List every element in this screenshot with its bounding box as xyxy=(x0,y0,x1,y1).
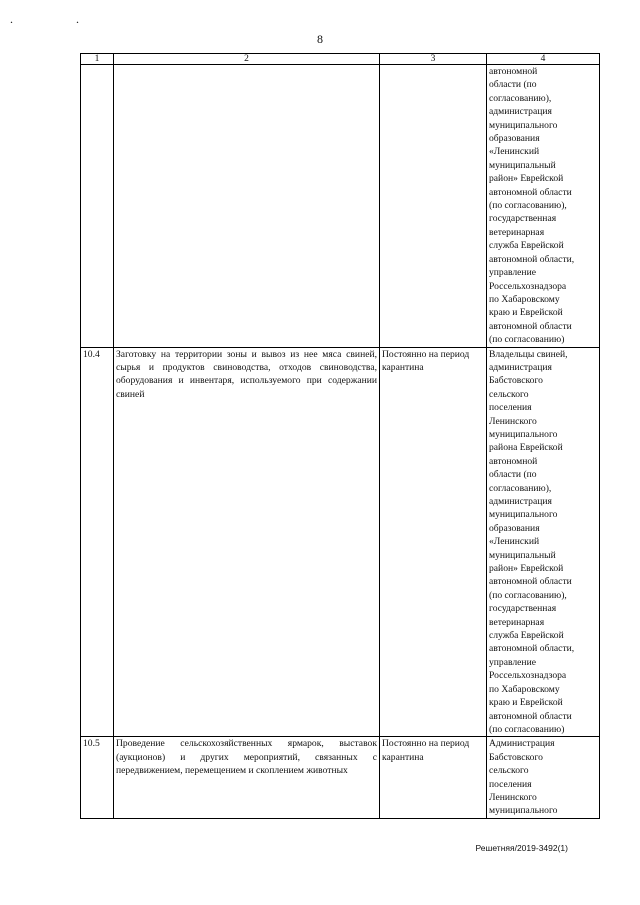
row-action: Заготовку на территории зоны и вывоз из нее мяса свиней, сырья и продуктов свиноводства, отходов свиноводства, оборудования и инвентаря, используемого при содержании свиней xyxy=(114,347,380,737)
row-action xyxy=(114,65,380,348)
document-footer-id: Решетняя/2019-3492(1) xyxy=(475,843,568,853)
row-number: 10.5 xyxy=(81,737,114,818)
header-col-1: 1 xyxy=(81,54,114,65)
row-period: Постоянно на период карантина xyxy=(380,347,487,737)
row-responsible: автономной области (по согласованию), администрация муниципального образования «Ленинский муниципальный район» Еврейской автономной области (по согласованию), государственная ветеринарная служба Еврейской автономной области, управление Россельхознадзора по Хабаровскому краю и Еврейской автономной области (по согласованию) xyxy=(487,65,600,348)
row-period xyxy=(380,65,487,348)
header-col-3: 3 xyxy=(380,54,487,65)
table-row xyxy=(81,737,600,818)
header-col-2: 2 xyxy=(114,54,380,65)
measures-table xyxy=(80,53,600,819)
row-action: Проведение сельскохозяйственных ярмарок, выставок (аукционов) и других мероприятий, связанных с передвижением, перемещением и скоплением животных xyxy=(114,737,380,818)
table-row xyxy=(81,65,600,348)
row-number xyxy=(81,65,114,348)
header-col-4: 4 xyxy=(487,54,600,65)
row-responsible: Администрация Бабстовского сельского поселения Ленинского муниципального xyxy=(487,737,600,818)
page-number: 8 xyxy=(317,32,323,46)
table-row xyxy=(81,347,600,737)
header-row xyxy=(81,54,600,65)
row-number: 10.4 xyxy=(81,347,114,737)
row-period: Постоянно на период карантина xyxy=(380,737,487,818)
scan-specks: . . xyxy=(10,12,109,26)
row-responsible: Владельцы свиней, администрация Бабстовского сельского поселения Ленинского муниципального района Еврейской автономной области (по согласованию), администрация муниципального образования «Ленинский муниципальный район» Еврейской автономной области (по согласованию), государственная ветеринарная служба Еврейской автономной области, управление Россельхознадзора по Хабаровскому краю и Еврейской автономной области (по согласованию) xyxy=(487,347,600,737)
